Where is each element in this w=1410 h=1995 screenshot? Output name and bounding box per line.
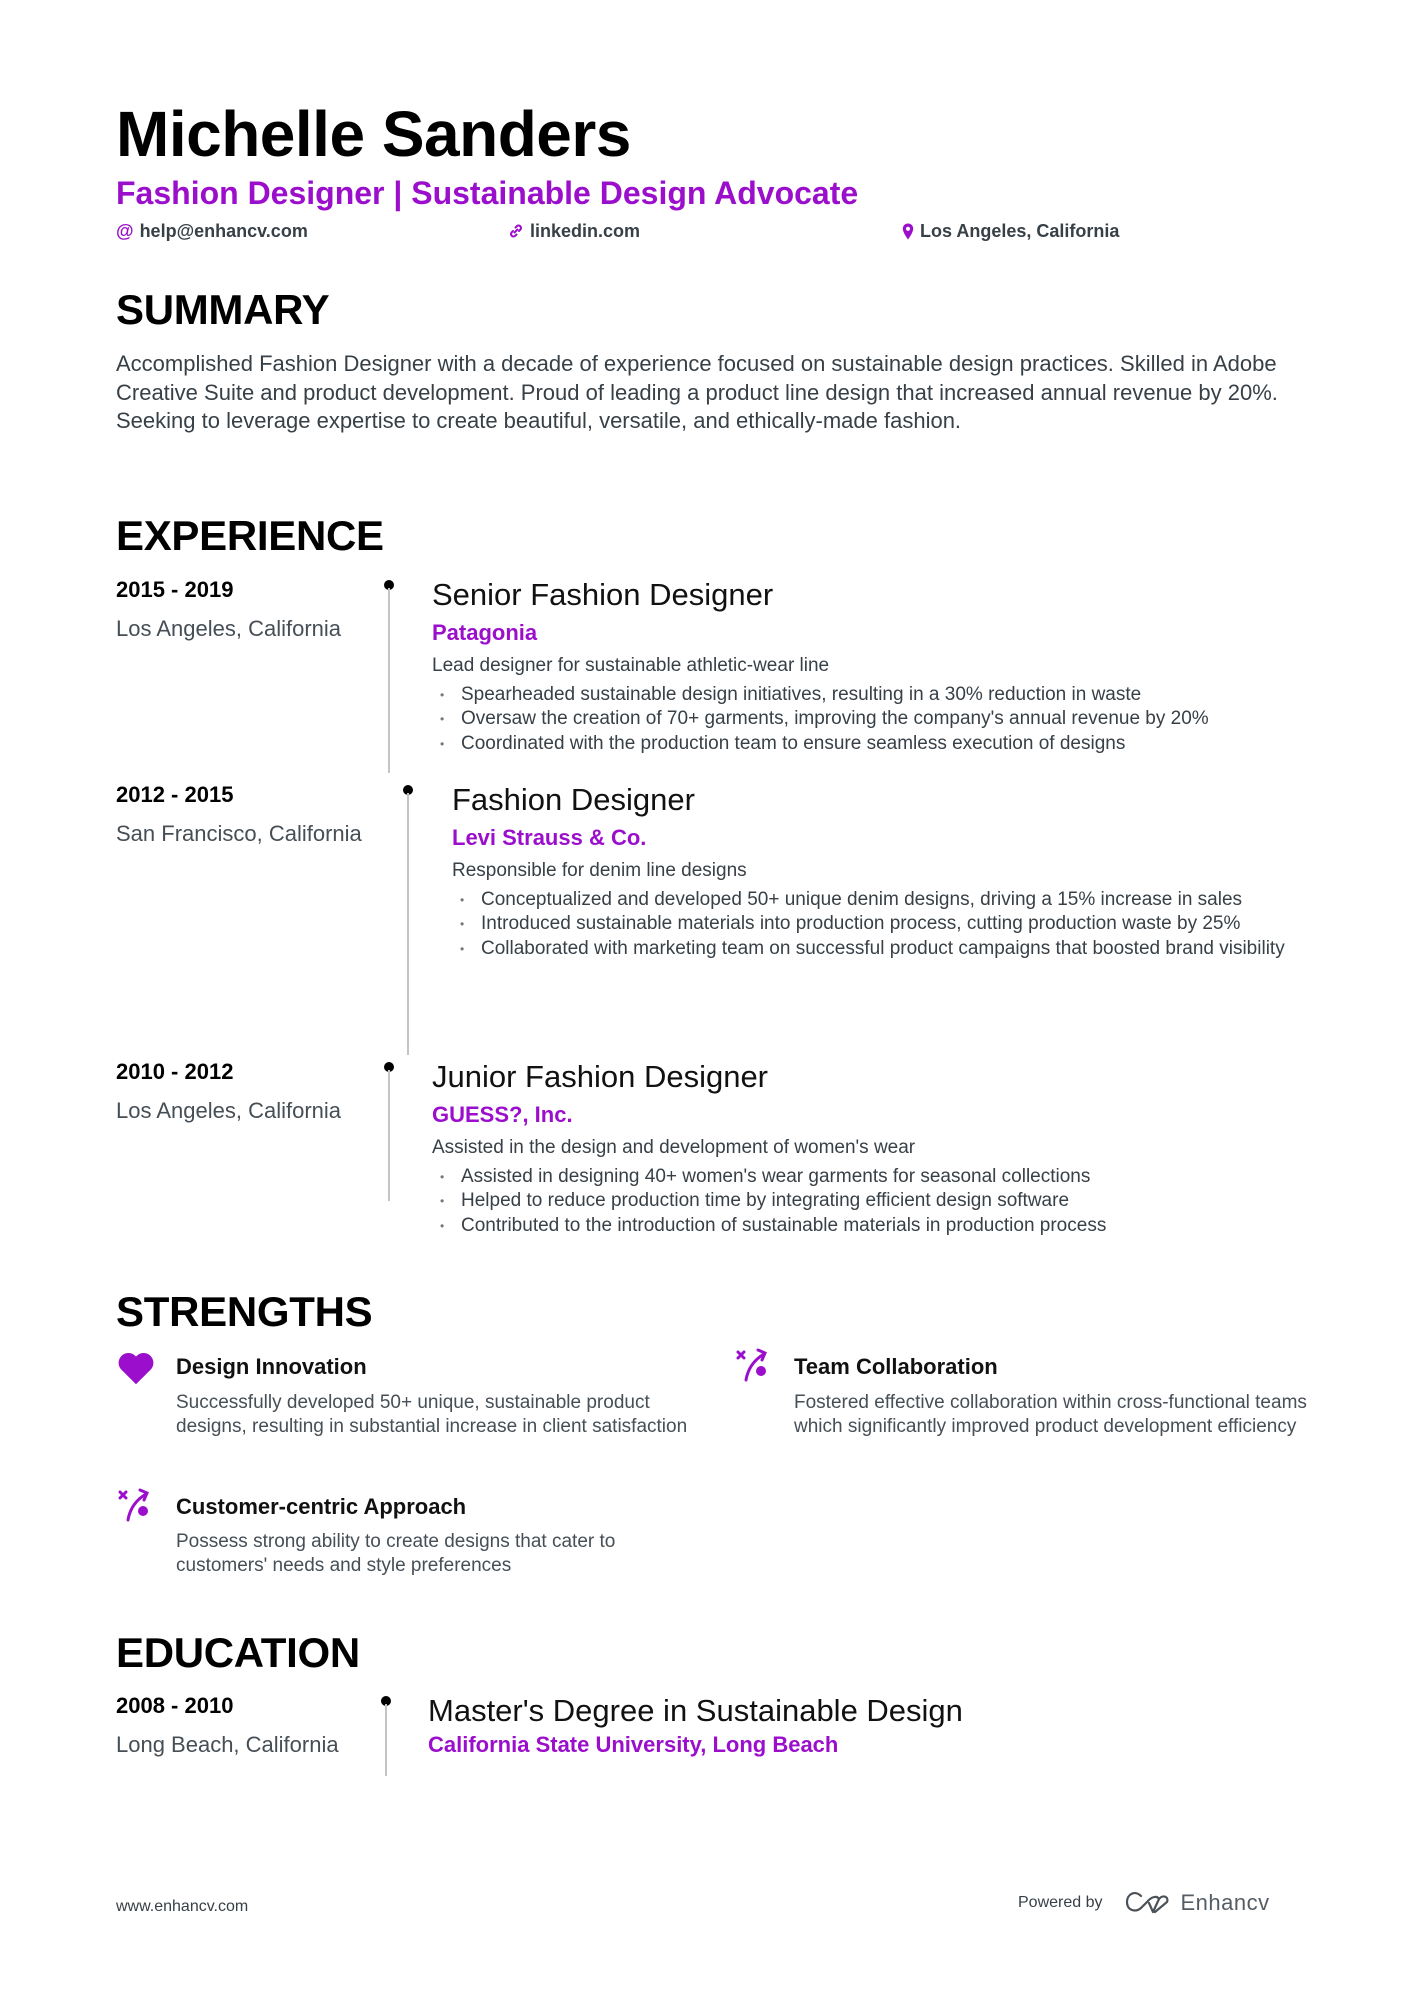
job-bullets	[432, 683, 1312, 756]
footer-branding[interactable]	[1018, 1890, 1270, 1916]
company-name[interactable]: GUESS?, Inc.	[432, 1102, 573, 1127]
job-bullet: • Introduced sustainable materials into production process, cutting production waste by 25%	[452, 912, 1312, 936]
job-bullet: • Conceptualized and developed 50+ unique denim designs, driving a 15% increase in sales	[452, 888, 1312, 912]
education-degree: Master's Degree in Sustainable Design	[428, 1693, 963, 1728]
candidate-headline: Fashion Designer | Sustainable Design Advocate	[116, 175, 859, 211]
link-icon	[508, 223, 524, 239]
brand-name: Enhancv	[1180, 1890, 1270, 1915]
contact-email-text: help@enhancv.com	[139, 220, 308, 241]
timeline-line	[407, 793, 409, 1055]
strength-description: Possess strong ability to create designs that cater to customers' needs and style preferences	[176, 1531, 616, 1577]
job-dates: 2012 - 2015	[116, 782, 234, 807]
summary-text: Accomplished Fashion Designer with a decade of experience focused on sustainable design practices. Skilled in Adobe Creative Suite and product development. Proud of leading a product line design that increased annual revenue by 20%. Seeking to leverage expertise to create beautiful, versatile, and ethically-made fashion.	[116, 351, 1278, 434]
experience-heading: EXPERIENCE	[116, 512, 384, 559]
strategy-arrow-icon	[734, 1344, 774, 1384]
strength-description: Successfully developed 50+ unique, sustainable product designs, resulting in substantial increase in client satisfaction	[176, 1392, 688, 1438]
company-name[interactable]: Levi Strauss & Co.	[452, 825, 647, 850]
job-description: Lead designer for sustainable athletic-wear line	[432, 655, 830, 676]
job-title: Junior Fashion Designer	[432, 1059, 769, 1094]
enhancv-logo	[1125, 1890, 1270, 1916]
education-dates: 2008 - 2010	[116, 1693, 234, 1718]
location-pin-icon	[902, 223, 914, 240]
job-bullets	[452, 888, 1312, 961]
job-dates: 2015 - 2019	[116, 577, 234, 602]
education-location: Long Beach, California	[116, 1732, 339, 1757]
education-heading: EDUCATION	[116, 1629, 360, 1676]
summary-heading: SUMMARY	[116, 286, 330, 333]
job-description: Responsible for denim line designs	[452, 860, 747, 881]
powered-by-label: Powered by	[1018, 1894, 1103, 1911]
timeline-line	[388, 1070, 390, 1201]
at-icon: @	[116, 220, 134, 241]
job-description: Assisted in the design and development of women's wear	[432, 1137, 916, 1158]
contact-email[interactable]	[116, 219, 308, 243]
timeline-line	[388, 588, 390, 773]
job-bullet: • Coordinated with the production team to ensure seamless execution of designs	[432, 732, 1312, 756]
job-bullet: • Collaborated with marketing team on successful product campaigns that boosted brand visibility	[452, 937, 1312, 961]
timeline-line	[385, 1704, 387, 1776]
job-bullet: • Oversaw the creation of 70+ garments, improving the company's annual revenue by 20%	[432, 707, 1312, 731]
job-bullet: • Contributed to the introduction of sustainable materials in production process	[432, 1214, 1312, 1238]
candidate-name: Michelle Sanders	[116, 98, 631, 170]
contact-linkedin-text: linkedin.com	[530, 220, 641, 241]
contact-location-text: Los Angeles, California	[920, 220, 1120, 241]
job-bullet: • Spearheaded sustainable design initiatives, resulting in a 30% reduction in waste	[432, 683, 1312, 707]
strength-title: Design Innovation	[176, 1354, 367, 1379]
job-dates: 2010 - 2012	[116, 1059, 234, 1084]
job-location: Los Angeles, California	[116, 616, 342, 641]
contact-location	[902, 219, 1119, 243]
strength-title: Customer-centric Approach	[176, 1494, 467, 1519]
strengths-heading: STRENGTHS	[116, 1288, 373, 1335]
job-bullets	[432, 1165, 1312, 1238]
job-bullet: • Assisted in designing 40+ women's wear garments for seasonal collections	[432, 1165, 1312, 1189]
job-title: Senior Fashion Designer	[432, 577, 774, 612]
strength-title: Team Collaboration	[794, 1354, 998, 1379]
company-name[interactable]: Patagonia	[432, 620, 538, 645]
contact-linkedin[interactable]	[508, 219, 640, 243]
job-bullet: • Helped to reduce production time by integrating efficient design software	[432, 1189, 1312, 1213]
job-location: San Francisco, California	[116, 821, 362, 846]
strategy-arrow-icon	[116, 1484, 156, 1524]
footer-website-link[interactable]: www.enhancv.com	[116, 1898, 249, 1915]
job-title: Fashion Designer	[452, 782, 695, 817]
strength-description: Fostered effective collaboration within cross-functional teams which significantly improved product development efficiency	[794, 1392, 1307, 1438]
enhancv-logo-icon	[1125, 1891, 1171, 1915]
heart-icon	[116, 1348, 156, 1388]
education-school[interactable]: California State University, Long Beach	[428, 1732, 839, 1757]
job-location: Los Angeles, California	[116, 1098, 342, 1123]
